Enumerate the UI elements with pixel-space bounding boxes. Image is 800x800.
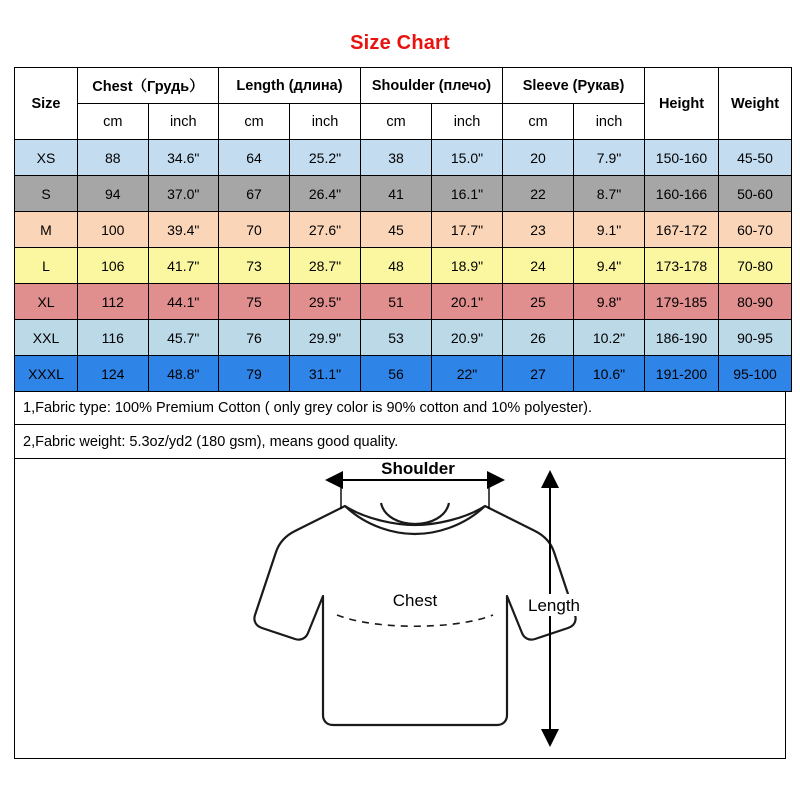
table-row <box>15 212 792 248</box>
cell: 27.6" <box>290 212 361 248</box>
cell: 7.9" <box>574 140 645 176</box>
chest-label: Chest <box>392 591 438 610</box>
cell: 56 <box>361 356 432 392</box>
cell: 94 <box>78 176 149 212</box>
page-title: Size Chart <box>350 32 450 54</box>
row-size-label: XS <box>15 140 78 176</box>
col-header-size: Size <box>15 68 78 140</box>
cell: 112 <box>78 284 149 320</box>
cell: 106 <box>78 248 149 284</box>
cell: 124 <box>78 356 149 392</box>
cell: 9.4" <box>574 248 645 284</box>
cell: 48 <box>361 248 432 284</box>
cell: 191-200 <box>645 356 719 392</box>
table-header-row <box>15 68 792 104</box>
tshirt-diagram-svg <box>15 459 785 757</box>
cell: 20 <box>503 140 574 176</box>
cell: 179-185 <box>645 284 719 320</box>
cell: 160-166 <box>645 176 719 212</box>
notes-section <box>14 392 786 459</box>
shoulder-label: Shoulder <box>381 459 455 478</box>
cell: 20.9" <box>432 320 503 356</box>
tshirt-measurement-diagram <box>14 459 786 759</box>
cell: 9.1" <box>574 212 645 248</box>
cell: 150-160 <box>645 140 719 176</box>
length-label: Length <box>528 596 580 615</box>
row-size-label: XXL <box>15 320 78 356</box>
unit-chest-cm: cm <box>78 104 149 140</box>
col-header-chest: Chest（Грудь） <box>78 68 219 104</box>
cell: 45-50 <box>719 140 792 176</box>
cell: 186-190 <box>645 320 719 356</box>
row-size-label: S <box>15 176 78 212</box>
unit-length-cm: cm <box>219 104 290 140</box>
unit-length-inch: inch <box>290 104 361 140</box>
cell: 95-100 <box>719 356 792 392</box>
cell: 167-172 <box>645 212 719 248</box>
row-size-label: XL <box>15 284 78 320</box>
cell: 23 <box>503 212 574 248</box>
cell: 37.0" <box>148 176 219 212</box>
unit-shoulder-cm: cm <box>361 104 432 140</box>
chest-dashed-line <box>337 615 493 626</box>
cell: 10.2" <box>574 320 645 356</box>
cell: 51 <box>361 284 432 320</box>
cell: 28.7" <box>290 248 361 284</box>
cell: 10.6" <box>574 356 645 392</box>
cell: 173-178 <box>645 248 719 284</box>
cell: 17.7" <box>432 212 503 248</box>
bottom-spacer <box>14 759 786 790</box>
cell: 34.6" <box>148 140 219 176</box>
cell: 26.4" <box>290 176 361 212</box>
cell: 90-95 <box>719 320 792 356</box>
col-header-height: Height <box>645 68 719 140</box>
table-head <box>15 68 792 140</box>
cell: 9.8" <box>574 284 645 320</box>
cell: 48.8" <box>148 356 219 392</box>
cell: 44.1" <box>148 284 219 320</box>
col-header-weight: Weight <box>719 68 792 140</box>
cell: 80-90 <box>719 284 792 320</box>
cell: 15.0" <box>432 140 503 176</box>
cell: 29.9" <box>290 320 361 356</box>
cell: 31.1" <box>290 356 361 392</box>
unit-sleeve-cm: cm <box>503 104 574 140</box>
cell: 24 <box>503 248 574 284</box>
cell: 45.7" <box>148 320 219 356</box>
cell: 64 <box>219 140 290 176</box>
table-row <box>15 356 792 392</box>
unit-chest-inch: inch <box>148 104 219 140</box>
cell: 79 <box>219 356 290 392</box>
cell: 26 <box>503 320 574 356</box>
cell: 50-60 <box>719 176 792 212</box>
cell: 38 <box>361 140 432 176</box>
cell: 29.5" <box>290 284 361 320</box>
table-row <box>15 284 792 320</box>
cell: 45 <box>361 212 432 248</box>
unit-sleeve-inch: inch <box>574 104 645 140</box>
cell: 41.7" <box>148 248 219 284</box>
cell: 67 <box>219 176 290 212</box>
cell: 25 <box>503 284 574 320</box>
table-row <box>15 248 792 284</box>
cell: 22" <box>432 356 503 392</box>
cell: 27 <box>503 356 574 392</box>
note-fabric-type: 1,Fabric type: 100% Premium Cotton ( only grey color is 90% cotton and 10% polyester). <box>15 392 785 425</box>
row-size-label: M <box>15 212 78 248</box>
unit-shoulder-inch: inch <box>432 104 503 140</box>
col-header-shoulder: Shoulder (плечо) <box>361 68 503 104</box>
cell: 20.1" <box>432 284 503 320</box>
cell: 39.4" <box>148 212 219 248</box>
col-header-sleeve: Sleeve (Рукав) <box>503 68 645 104</box>
cell: 16.1" <box>432 176 503 212</box>
cell: 100 <box>78 212 149 248</box>
cell: 22 <box>503 176 574 212</box>
cell: 8.7" <box>574 176 645 212</box>
table-body <box>15 140 792 392</box>
cell: 76 <box>219 320 290 356</box>
cell: 25.2" <box>290 140 361 176</box>
size-chart-table <box>14 67 792 392</box>
table-row <box>15 140 792 176</box>
cell: 116 <box>78 320 149 356</box>
row-size-label: XXXL <box>15 356 78 392</box>
cell: 73 <box>219 248 290 284</box>
cell: 70 <box>219 212 290 248</box>
cell: 53 <box>361 320 432 356</box>
col-header-length: Length (длина) <box>219 68 361 104</box>
cell: 41 <box>361 176 432 212</box>
cell: 70-80 <box>719 248 792 284</box>
table-row <box>15 176 792 212</box>
row-size-label: L <box>15 248 78 284</box>
cell: 60-70 <box>719 212 792 248</box>
cell: 18.9" <box>432 248 503 284</box>
note-fabric-weight: 2,Fabric weight: 5.3oz/yd2 (180 gsm), means good quality. <box>23 433 399 450</box>
cell: 88 <box>78 140 149 176</box>
table-row <box>15 320 792 356</box>
cell: 75 <box>219 284 290 320</box>
